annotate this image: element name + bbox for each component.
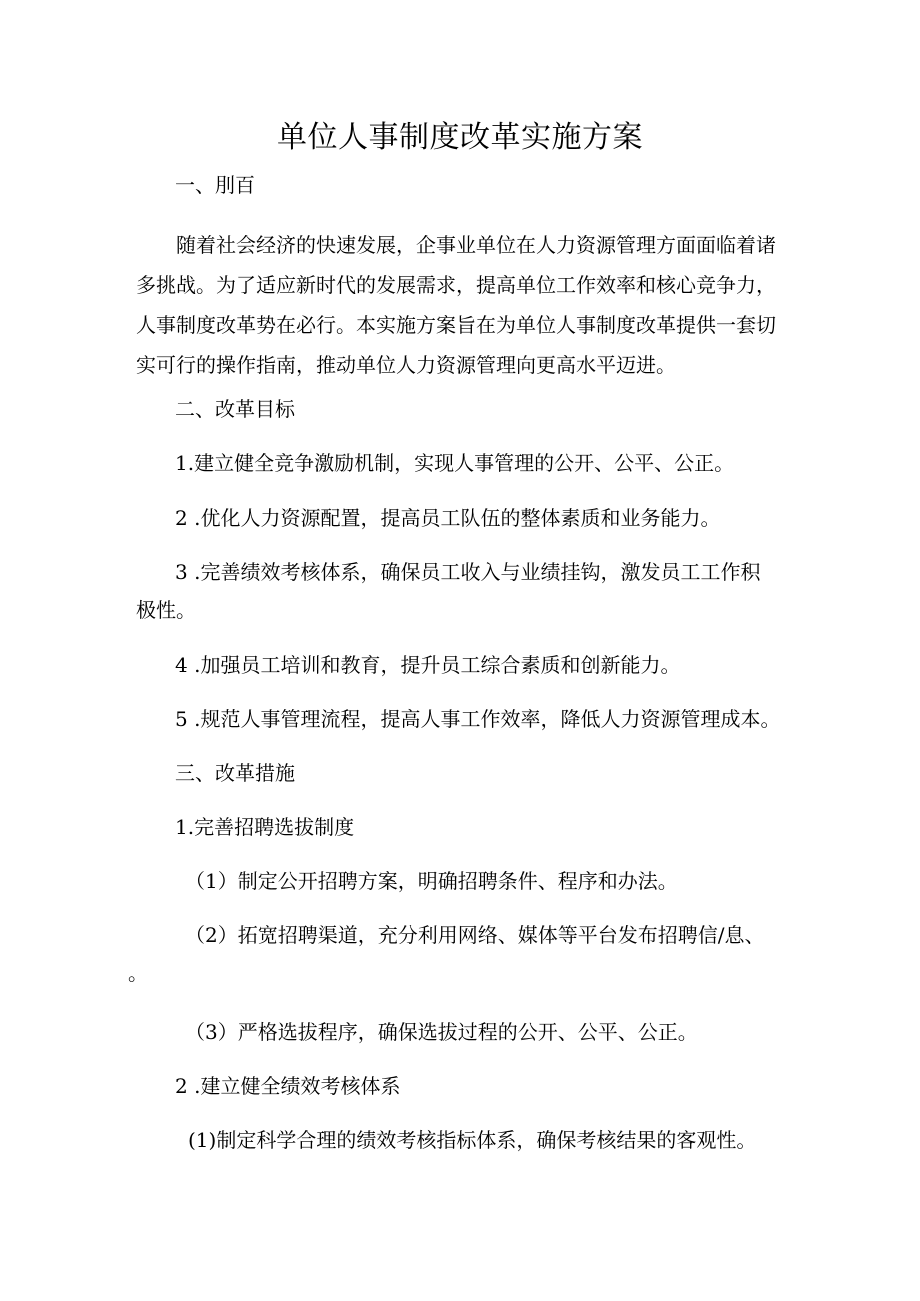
measure-item: （1）制定公开招聘方案，明确招聘条件、程序和办法。 <box>185 869 678 893</box>
measure-heading: 2 .建立健全绩效考核体系 <box>175 1074 401 1098</box>
measure-item: （2）拓宽招聘渠道，充分利用网络、媒体等平台发布招聘信/息、 <box>185 923 765 947</box>
preface-line: 随着社会经济的快速发展，企事业单位在人力资源管理方面面临着诸 <box>176 233 776 257</box>
goal-item: 5 .规范人事管理流程，提高人事工作效率，降低人力资源管理成本。 <box>175 707 781 731</box>
preface-paragraph <box>136 225 796 385</box>
goal-item: 3 .完善绩效考核体系，确保员工收入与业绩挂钩，激发员工工作积 <box>175 560 761 584</box>
section-heading-goals: 二、改革目标 <box>175 397 295 421</box>
measure-heading: 1.完善招聘选拔制度 <box>175 815 355 839</box>
preface-line: 人事制度改革势在必行。本实施方案旨在为单位人事制度改革提供一套切 <box>136 313 776 337</box>
measure-item-continuation: 。 <box>128 961 148 985</box>
preface-line: 实可行的操作指南，推动单位人力资源管理向更高水平迈进。 <box>136 353 676 377</box>
goal-item: 1.建立健全竞争激励机制，实现人事管理的公开、公平、公正。 <box>175 451 735 475</box>
measure-item: （3）严格选拔程序，确保选拔过程的公开、公平、公正。 <box>185 1020 698 1044</box>
measure-item: (1)制定科学合理的绩效考核指标体系，确保考核结果的客观性。 <box>188 1128 757 1152</box>
goal-item: 2 .优化人力资源配置，提高员工队伍的整体素质和业务能力。 <box>175 506 721 530</box>
goal-item-continuation: 极性。 <box>136 598 196 622</box>
preface-line: 多挑战。为了适应新时代的发展需求，提高单位工作效率和核心竞争力， <box>136 273 776 297</box>
document-title: 单位人事制度改革实施方案 <box>277 120 643 155</box>
goal-item: 4 .加强员工培训和教育，提升员工综合素质和创新能力。 <box>175 653 681 677</box>
section-heading-measures: 三、改革措施 <box>175 761 295 785</box>
section-heading-preface: 一、刖百 <box>175 173 255 197</box>
